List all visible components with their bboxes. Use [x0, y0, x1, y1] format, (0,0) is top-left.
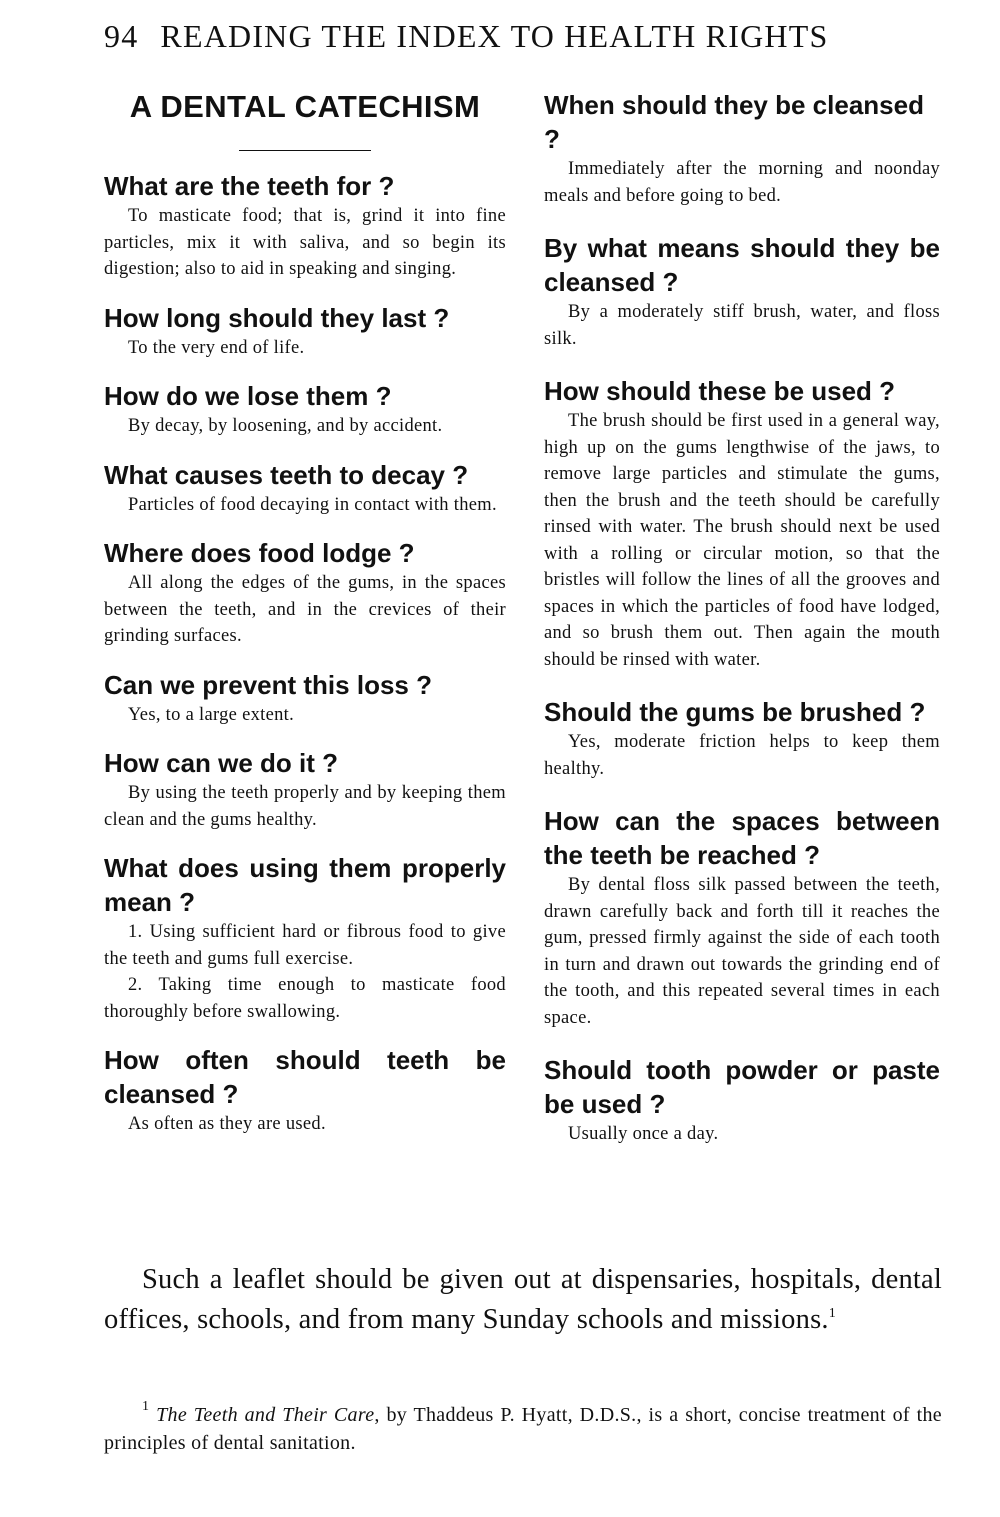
qa-item: [104, 458, 506, 519]
question: How should these be used ?: [544, 376, 896, 406]
answer-point: 2. Taking time enough to masticate food thoroughly before swallowing.: [104, 975, 506, 1022]
answer: To the very end of life.: [128, 337, 305, 358]
answer: Yes, moderate friction helps to keep them healthy.: [544, 732, 940, 779]
question: Should tooth powder or paste be used ?: [544, 1055, 940, 1119]
question: By what means should they be cleansed ?: [544, 233, 940, 297]
question: How do we lose them ?: [104, 381, 392, 411]
qa-item: [104, 851, 506, 1025]
question: Can we prevent this loss ?: [104, 669, 432, 700]
answer-point: 1. Using sufficient hard or fibrous food to give the teeth and gums full exercise.: [104, 922, 506, 969]
question: Should the gums be brushed ?: [544, 697, 926, 727]
question: How often should teeth be cleansed ?: [104, 1045, 506, 1109]
qa-item: [104, 301, 506, 362]
running-head-title: READING THE INDEX TO HEALTH RIGHTS: [160, 18, 829, 54]
question: What are the teeth for ?: [104, 171, 395, 201]
qa-item: [544, 374, 940, 673]
qa-item: [544, 695, 940, 782]
answer: By decay, by loosening, and by accident.: [128, 416, 443, 436]
question: What causes teeth to decay ?: [104, 459, 469, 490]
footnote-book-title: The Teeth and Their Care: [156, 1404, 375, 1426]
left-column: [104, 86, 506, 1138]
footnote-mark: 1: [142, 1399, 150, 1414]
closing-text: Such a leaflet should be given out at dispensaries, hospitals, dental offices, schools, and from many Sunday schools and missions.: [104, 1264, 942, 1335]
qa-item: [104, 169, 506, 283]
answer: By using the teeth properly and by keeping them clean and the gums healthy.: [104, 783, 506, 830]
right-column: [544, 88, 940, 1148]
closing-paragraph: [104, 1260, 942, 1340]
page-number: 94: [104, 18, 139, 54]
question: Where does food lodge ?: [104, 538, 415, 568]
qa-item: [104, 668, 506, 729]
qa-item: [104, 746, 506, 833]
answer: As often as they are used.: [128, 1114, 326, 1134]
footnote: [104, 1401, 942, 1457]
title-rule: [239, 150, 371, 151]
answer: To masticate food; that is, grind it into fine particles, mix it with saliva, and so begin its digestion; also to aid in speaking and singing.: [104, 206, 506, 279]
answer: By dental floss silk passed between the teeth, drawn carefully back and forth till it reaches the gum, pressed firmly against the side of each tooth in turn and drawn out towards the grinding end of the tooth, and this repeated several times in each space.: [544, 875, 940, 1028]
question: How can the spaces between the teeth be reached ?: [544, 806, 940, 870]
catechism-title: A DENTAL CATECHISM: [129, 89, 481, 124]
question: What does using them properly mean ?: [104, 853, 506, 917]
qa-item: [104, 379, 506, 440]
qa-item: [104, 1043, 506, 1138]
qa-item: [104, 536, 506, 650]
qa-item: [544, 1053, 940, 1148]
question: How long should they last ?: [104, 302, 450, 333]
footnote-text: , by Thaddeus P. Hyatt, D.D.S., is a short, concise treatment of the principles of dental sanitation.: [104, 1404, 942, 1454]
answer: All along the edges of the gums, in the spaces between the teeth, and in the crevices of their grinding surfaces.: [104, 573, 506, 646]
answer: Usually once a day.: [568, 1124, 719, 1144]
answer: Particles of food decaying in contact with them.: [128, 494, 497, 515]
answer: The brush should be first used in a general way, high up on the gums lengthwise of the jaws, to remove large particles and stimulate the gums, then the brush and the teeth should be carefully rinsed with water. The brush should next be used with a rolling or circular motion, so that the bristles will follow the lines of all the grooves and spaces in which the particles of food have lodged, and so brush them out. Then again the mouth should be rinsed with water.: [544, 411, 940, 670]
answer: Yes, to a large extent.: [128, 704, 295, 725]
question: When should they be cleansed ?: [544, 90, 924, 154]
qa-item: [544, 804, 940, 1031]
answer: [104, 919, 506, 1025]
question: How can we do it ?: [104, 748, 339, 778]
running-head: [104, 14, 944, 58]
qa-item: [544, 231, 940, 352]
qa-item: [544, 88, 940, 209]
footnote-reference: 1: [828, 1306, 836, 1321]
answer: Immediately after the morning and noonday meals and before going to bed.: [544, 159, 940, 206]
answer: By a moderately stiff brush, water, and floss silk.: [544, 302, 940, 349]
